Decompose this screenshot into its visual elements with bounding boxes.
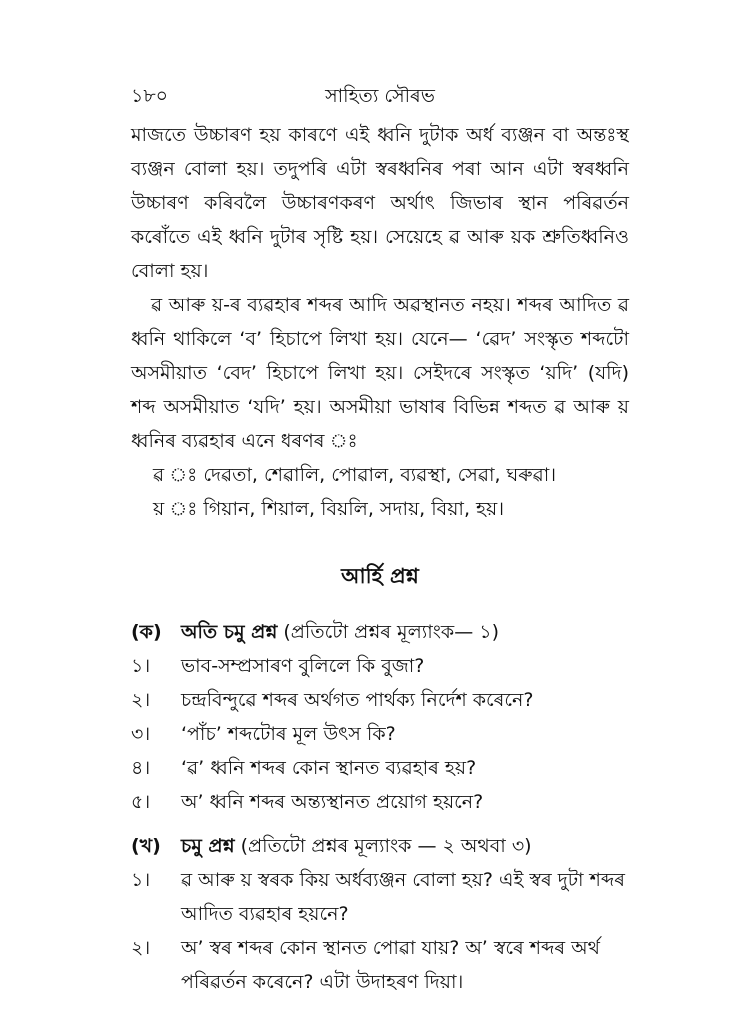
example-item: য় ঃ গিয়ান, শিয়াল, বিয়লি, সদায়, বিয়া, হয়। — [153, 498, 504, 520]
group-label: অতি চমু প্ৰশ্ন — [181, 621, 278, 643]
group-note: (প্ৰতিটো প্ৰশ্নৰ মূল্যাংক — ২ অথবা ৩) — [240, 835, 532, 857]
page-header — [131, 82, 629, 112]
question-group-short — [131, 829, 629, 999]
question-text: ‘ৱ’ ধ্বনি শব্দৰ কোন স্থানত ব্যৱহাৰ হয়? — [181, 757, 477, 779]
group-label: চমু প্ৰশ্ন — [181, 835, 235, 857]
question-group-very-short — [131, 615, 629, 819]
question-item — [131, 931, 629, 999]
question-text: ৱ আৰু য় স্বৰক কিয় অৰ্ধব্যঞ্জন বোলা হয়? এই স্বৰ দুটা শব্দৰ আদিত ব্যৱহাৰ হয়নে? — [181, 869, 625, 925]
page-number: ১৮০ — [131, 85, 169, 107]
question-text: ভাব-সম্প্ৰসাৰণ বুলিলে কি বুজা? — [181, 655, 425, 677]
question-item — [131, 683, 629, 717]
question-list — [131, 863, 629, 999]
question-number: ২। — [131, 937, 151, 959]
question-number: ২। — [131, 689, 151, 711]
paragraph-2: ৱ আৰু য়-ৰ ব্যৱহাৰ শব্দৰ আদি অৱস্থানত নহয়। শব্দৰ আদিত ৱ ধ্বনি থাকিলে ‘ব’ হিচাপে লিখা হয়। যেনে— ‘ৱেদ’ সংস্কৃত শব্দটো অসমীয়াত ‘বেদ’ হিচাপে লিখা হয়। সেইদৰে সংস্কৃত ‘য়দি’ (যদি) শব্দ অসমীয়াত ‘যদি’ হয়। অসমীয়া ভাষাৰ বিভিন্ন শব্দত ৱ আৰু য় ধ্বনিৰ ব্যৱহাৰ এনে ধৰণৰ ঃ — [131, 294, 629, 452]
example-item: ৱ ঃ দেৱতা, শেৱালি, পোৱাল, ব্যৱস্থা, সেৱা, ঘৰুৱা। — [153, 464, 557, 486]
question-number: ৪। — [131, 757, 151, 779]
question-text: অ’ ধ্বনি শব্দৰ অন্ত্যস্থানত প্ৰয়োগ হয়নে? — [181, 791, 484, 813]
section-title: আৰ্হি প্ৰশ্ন — [341, 564, 419, 588]
question-item — [131, 751, 629, 785]
question-number: ১। — [131, 655, 151, 677]
group-heading — [131, 615, 629, 649]
question-number: ১। — [131, 869, 151, 891]
question-number: ৫। — [131, 791, 151, 813]
example-list — [131, 458, 629, 526]
question-item — [131, 649, 629, 683]
question-number: ৩। — [131, 723, 151, 745]
question-item — [131, 863, 629, 931]
running-title: সাহিত্য সৌৰভ — [325, 85, 435, 107]
paragraph-1: মাজতে উচ্চাৰণ হয় কাৰণে এই ধ্বনি দুটাক অৰ্ধ ব্যঞ্জন বা অন্তঃস্থ ব্যঞ্জন বোলা হয়। তদুপৰি এটা স্বৰধ্বনিৰ পৰা আন এটা স্বৰধ্বনি উচ্চাৰণ কৰিবলৈ উচ্চাৰণকৰণ অৰ্থাৎ জিভাৰ স্থান পৰিৱৰ্তন কৰোঁতে এই ধ্বনি দুটাৰ সৃষ্টি হয়। সেয়েহে ৱ আৰু য়ক শ্ৰুতিধ্বনিও বোলা হয়। — [131, 124, 629, 282]
group-heading — [131, 829, 629, 863]
question-item — [131, 785, 629, 819]
question-list — [131, 649, 629, 819]
page-body — [131, 118, 629, 999]
question-text: চন্দ্ৰবিন্দুৱে শব্দৰ অৰ্থগত পাৰ্থক্য নিৰ্দেশ কৰেনে? — [181, 689, 534, 711]
question-text: অ’ স্বৰ শব্দৰ কোন স্থানত পোৱা যায়? অ’ স্বৰে শব্দৰ অৰ্থ পৰিৱৰ্তন কৰেনে? এটা উদাহৰণ দিয়া। — [181, 937, 600, 993]
group-note: (প্ৰতিটো প্ৰশ্নৰ মূল্যাংক— ১) — [283, 621, 500, 643]
group-marker: (ক) — [131, 621, 162, 643]
question-text: ‘পাঁচ’ শব্দটোৰ মূল উৎস কি? — [181, 723, 396, 745]
group-marker: (খ) — [131, 835, 161, 857]
question-item — [131, 717, 629, 751]
